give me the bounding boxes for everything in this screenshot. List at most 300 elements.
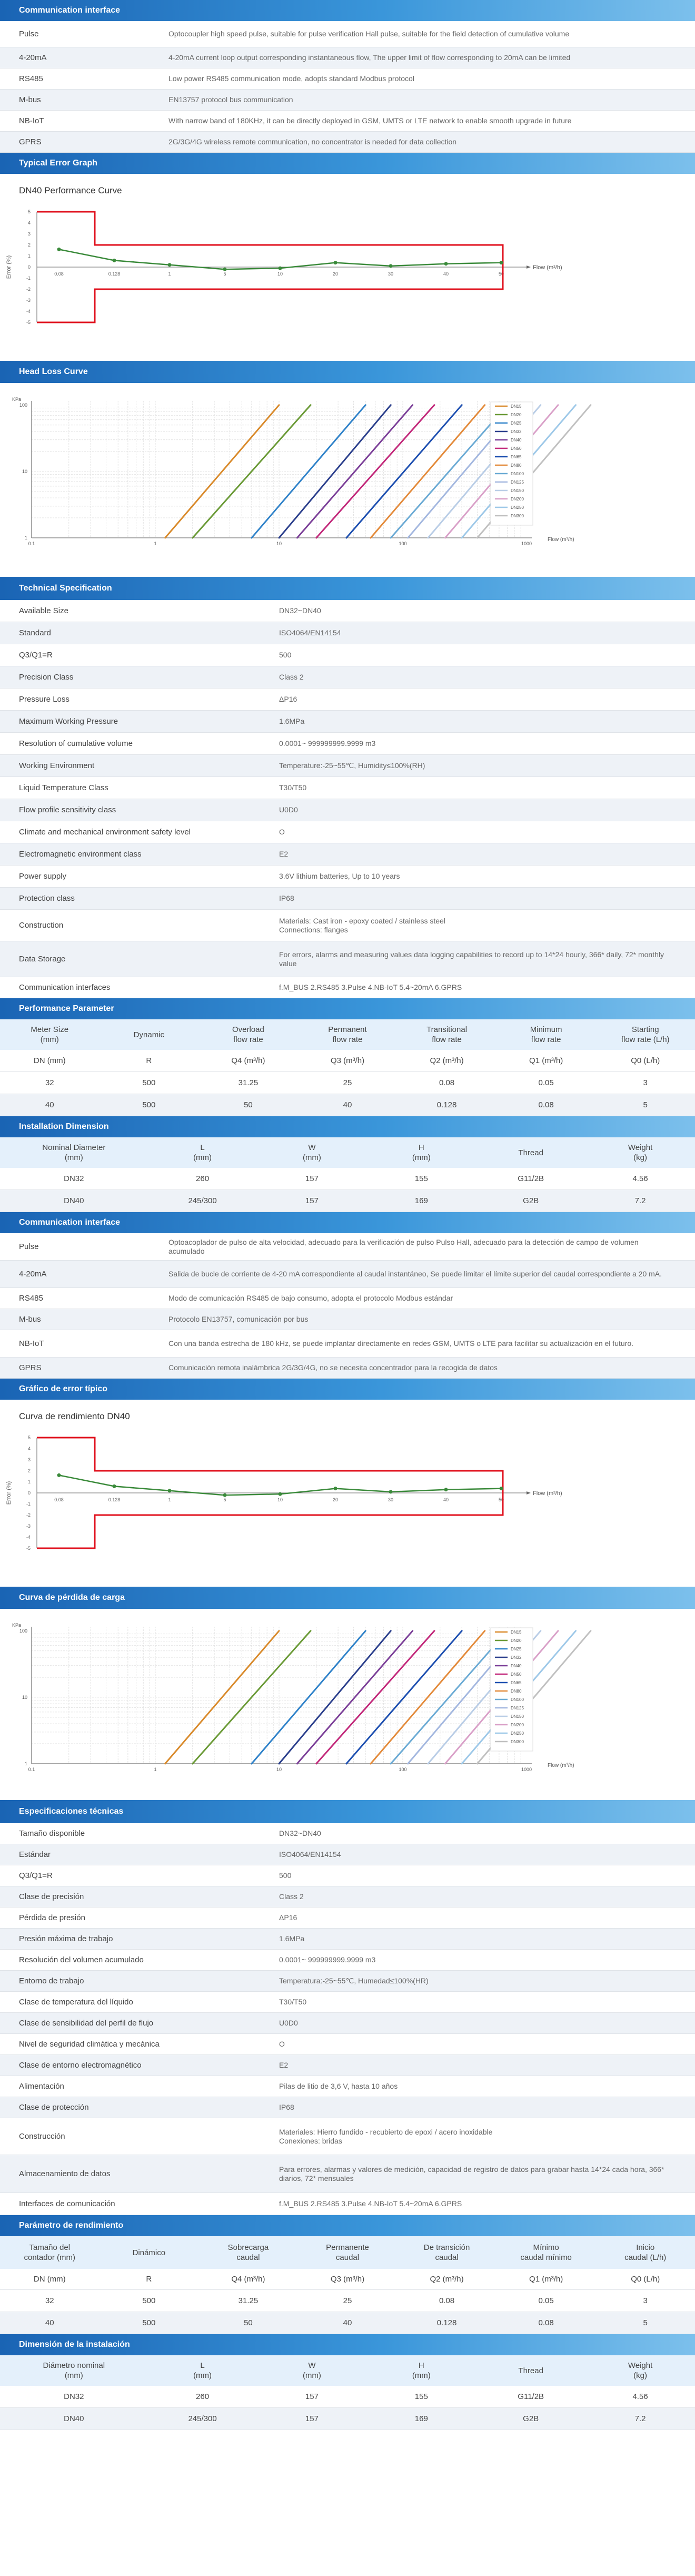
head-loss-section bbox=[0, 361, 695, 577]
perf-header-row bbox=[0, 1019, 695, 1050]
y-tick-label: 1 bbox=[27, 253, 31, 259]
spec-row bbox=[0, 777, 695, 799]
perf-column-header: Dynamic bbox=[133, 1030, 165, 1039]
perf-data-cell: 50 bbox=[244, 1100, 253, 1109]
perf-unit-cell: DN (mm) bbox=[33, 1056, 66, 1065]
spec-row bbox=[0, 977, 695, 998]
error-data-point bbox=[57, 248, 61, 251]
spec-row-label: Alimentación bbox=[19, 2082, 64, 2091]
spec-row-label: Resolution of cumulative volume bbox=[19, 739, 133, 748]
inst-data-row bbox=[0, 1190, 695, 1212]
perf-data-cell: 40 bbox=[343, 2318, 352, 2327]
spec-row-value: Materials: Cast iron - epoxy coated / stainless steel Connections: flanges bbox=[279, 916, 445, 934]
spec-row-label: Pressure Loss bbox=[19, 695, 70, 704]
x-tick-label: 1 bbox=[168, 271, 171, 277]
perf-unit-cell: Q2 (m³/h) bbox=[430, 1056, 464, 1065]
spec-row-value: Para errores, alarmas y valores de medición, capacidad de registro de datos para grabar hasta 14*24 cada hora, 366* diarios, 72* mensuales bbox=[279, 2165, 664, 2182]
legend-label: DN100 bbox=[511, 471, 524, 476]
comm-row-label: RS485 bbox=[19, 74, 43, 83]
spec-row-value: ISO4064/EN14154 bbox=[279, 1850, 341, 1859]
spec-row-label: Entorno de trabajo bbox=[19, 1977, 84, 1985]
spec-row-label: Climate and mechanical environment safety level bbox=[19, 828, 191, 837]
perf-data-cell: 32 bbox=[45, 1078, 54, 1087]
y-tick-label: 1 bbox=[27, 1479, 31, 1484]
inst-column-header: L (mm) bbox=[193, 1143, 212, 1162]
perf-data-row bbox=[0, 2290, 695, 2312]
perf-unit-cell: R bbox=[146, 2275, 152, 2284]
x-tick-label: 40 bbox=[443, 1497, 449, 1502]
perf-column-header: Mínimo caudal mínimo bbox=[520, 2243, 572, 2262]
x-tick-label: 0.08 bbox=[54, 271, 64, 277]
y-tick-label: -2 bbox=[26, 1512, 31, 1518]
y-tick-label: -5 bbox=[26, 320, 31, 325]
spec-row bbox=[0, 799, 695, 821]
error-data-point bbox=[168, 263, 172, 267]
comm-row bbox=[0, 1233, 695, 1261]
comm-row-label: Pulse bbox=[19, 1242, 39, 1251]
head-loss-section bbox=[0, 1587, 695, 1800]
legend-label: DN25 bbox=[511, 1647, 522, 1651]
x-tick-label: 10 bbox=[277, 1497, 283, 1502]
perf-data-cell: 0.128 bbox=[436, 1100, 457, 1109]
legend-label: DN32 bbox=[511, 1655, 522, 1660]
spec-row bbox=[0, 1886, 695, 1908]
spec-row-value: Temperatura:-25~55℃, Humedad≤100%(HR) bbox=[279, 1977, 429, 1985]
inst-data-cell: 157 bbox=[305, 1196, 319, 1205]
inst-column-header: Weight (kg) bbox=[628, 1143, 653, 1162]
spec-row-label: Q3/Q1=R bbox=[19, 1871, 53, 1880]
legend-label: DN300 bbox=[511, 514, 524, 518]
y-tick-label: 100 bbox=[19, 402, 27, 408]
performance-parameter-section bbox=[0, 2215, 695, 2334]
perf-header-row bbox=[0, 2236, 695, 2269]
y-tick-label: 3 bbox=[27, 1457, 31, 1462]
perf-data-cell: 50 bbox=[244, 2318, 253, 2327]
head-loss-chart bbox=[0, 390, 695, 574]
y-tick-label: -2 bbox=[26, 287, 31, 292]
spec-row bbox=[0, 644, 695, 666]
error-series-line bbox=[59, 1475, 501, 1495]
x-tick-label: 20 bbox=[332, 1497, 339, 1502]
error-graph-section bbox=[0, 1379, 695, 1587]
spec-row-label: Electromagnetic environment class bbox=[19, 850, 142, 859]
perf-unit-cell: Q0 (L/h) bbox=[631, 2275, 660, 2284]
spec-row bbox=[0, 941, 695, 977]
comm-row bbox=[0, 90, 695, 111]
perf-unit-cell: Q4 (m³/h) bbox=[231, 2275, 265, 2284]
inst-data-cell: 169 bbox=[414, 1196, 428, 1205]
x-tick-label: 20 bbox=[332, 271, 339, 277]
installation-dimension-section bbox=[0, 2334, 695, 2430]
error-data-point bbox=[500, 261, 503, 264]
installation-dimension-section bbox=[0, 1116, 695, 1212]
y-tick-label: -4 bbox=[26, 1535, 31, 1540]
section-header: Installation Dimension bbox=[0, 1116, 695, 1137]
spec-row bbox=[0, 1950, 695, 1971]
x-tick-label: 1000 bbox=[521, 541, 532, 546]
legend-label: DN150 bbox=[511, 1714, 524, 1719]
perf-data-cell: 0.08 bbox=[538, 2318, 554, 2327]
spec-row-value: 1.6MPa bbox=[279, 1934, 305, 1943]
spec-row-label: Estándar bbox=[19, 1850, 51, 1859]
legend-label: DN300 bbox=[511, 1739, 524, 1744]
comm-row-value: Optoacoplador de pulso de alta velocidad, adecuado para la verificación de pulso Pulso Hall, adecuado para la detección de campo de volumen acumulado bbox=[168, 1237, 639, 1255]
spec-row bbox=[0, 910, 695, 941]
comm-row bbox=[0, 68, 695, 90]
comm-row-label: 4-20mA bbox=[19, 1270, 47, 1279]
inst-data-cell: G2B bbox=[523, 1196, 539, 1205]
section-header: Typical Error Graph bbox=[0, 153, 695, 174]
y-tick-label: 10 bbox=[22, 468, 27, 474]
legend-label: DN200 bbox=[511, 1723, 524, 1727]
spec-row bbox=[0, 1929, 695, 1950]
perf-data-row bbox=[0, 1094, 695, 1116]
perf-data-cell: 5 bbox=[643, 2318, 648, 2327]
error-chart bbox=[0, 1427, 695, 1582]
spec-row bbox=[0, 666, 695, 689]
comm-row-label: RS485 bbox=[19, 1294, 43, 1303]
x-tick-label: 1 bbox=[168, 1497, 171, 1502]
inst-data-cell: 245/300 bbox=[188, 2414, 217, 2423]
inst-header-row bbox=[0, 2355, 695, 2386]
inst-data-cell: 157 bbox=[305, 2392, 319, 2401]
spec-row-label: Liquid Temperature Class bbox=[19, 783, 108, 792]
spec-row-label: Tamaño disponible bbox=[19, 1829, 85, 1838]
error-data-point bbox=[168, 1489, 172, 1492]
perf-data-cell: 3 bbox=[643, 2296, 648, 2305]
spec-row-value: Materiales: Hierro fundido - recubierto de epoxi / acero inoxidable Conexiones: bridas bbox=[279, 2127, 493, 2145]
spec-row-label: Clase de temperatura del líquido bbox=[19, 1998, 133, 2007]
spec-row-value: O bbox=[279, 828, 285, 836]
perf-column-header: Minimum flow rate bbox=[530, 1025, 562, 1044]
section-header: Dimensión de la instalación bbox=[0, 2334, 695, 2355]
perf-unit-cell: R bbox=[146, 1056, 152, 1065]
spec-row-label: Available Size bbox=[19, 606, 68, 615]
perf-column-header: De transición caudal bbox=[423, 2243, 470, 2262]
spec-row-value: ISO4064/EN14154 bbox=[279, 628, 341, 637]
spec-row-value: O bbox=[279, 2040, 285, 2048]
x-tick-label: 0.128 bbox=[108, 271, 121, 277]
spec-row-value: f.M_BUS 2.RS485 3.Pulse 4.NB-IoT 5.4~20mA 6.GPRS bbox=[279, 2199, 462, 2208]
y-tick-label: 100 bbox=[19, 1628, 27, 1634]
x-tick-label: 1 bbox=[154, 541, 157, 546]
spec-row-value: T30/T50 bbox=[279, 783, 307, 792]
perf-data-cell: 500 bbox=[142, 1100, 156, 1109]
inst-data-cell: 4.56 bbox=[632, 2392, 648, 2401]
perf-unit-row bbox=[0, 2269, 695, 2290]
head-loss-chart bbox=[0, 1616, 695, 1797]
inst-data-row bbox=[0, 1168, 695, 1190]
y-tick-label: 2 bbox=[27, 1468, 31, 1473]
inst-data-cell: DN40 bbox=[64, 2414, 84, 2423]
comm-row bbox=[0, 1309, 695, 1330]
error-data-point bbox=[389, 1490, 393, 1493]
error-chart bbox=[0, 201, 695, 357]
spec-row bbox=[0, 1844, 695, 1865]
y-tick-label: -4 bbox=[26, 309, 31, 314]
x-axis-label: Flow (m³/h) bbox=[533, 264, 562, 271]
perf-data-cell: 5 bbox=[643, 1100, 648, 1109]
communication-interface-section bbox=[0, 1212, 695, 1379]
spec-row-label: Working Environment bbox=[19, 761, 95, 770]
spec-row bbox=[0, 733, 695, 755]
spec-row-label: Presión máxima de trabajo bbox=[19, 1934, 113, 1943]
spec-row-value: U0D0 bbox=[279, 805, 298, 814]
legend-label: DN20 bbox=[511, 412, 522, 417]
error-data-point bbox=[113, 1484, 116, 1488]
spec-row-label: Flow profile sensitivity class bbox=[19, 805, 116, 814]
inst-data-cell: DN32 bbox=[64, 2392, 84, 2401]
error-series-line bbox=[59, 249, 501, 269]
x-axis-label: Flow (m³/h) bbox=[533, 1490, 562, 1497]
spec-row-value: U0D0 bbox=[279, 2019, 298, 2027]
perf-column-header: Inicio caudal (L/h) bbox=[624, 2243, 667, 2262]
figure-title: Curva de rendimiento DN40 bbox=[19, 1411, 130, 1421]
spec-row-label: Data Storage bbox=[19, 955, 66, 963]
spec-row bbox=[0, 2097, 695, 2118]
x-tick-label: 0.1 bbox=[28, 541, 35, 546]
y-axis-label: KPa bbox=[12, 397, 21, 402]
legend-label: DN40 bbox=[511, 1664, 522, 1668]
comm-row-value: Optocoupler high speed pulse, suitable for pulse verification Hall pulse, suitable for the field detection of cumulative volume bbox=[168, 30, 570, 38]
spec-row-value: Class 2 bbox=[279, 673, 304, 681]
legend-label: DN150 bbox=[511, 488, 524, 493]
perf-data-cell: 500 bbox=[142, 2296, 156, 2305]
inst-data-cell: 7.2 bbox=[634, 1196, 646, 1205]
spec-row bbox=[0, 1971, 695, 1992]
spec-row-value: DN32~DN40 bbox=[279, 606, 321, 615]
perf-data-cell: 0.08 bbox=[538, 1100, 554, 1109]
spec-row bbox=[0, 600, 695, 622]
perf-unit-cell: Q0 (L/h) bbox=[631, 1056, 660, 1065]
legend-label: DN65 bbox=[511, 455, 522, 459]
x-tick-label: 100 bbox=[399, 541, 407, 546]
comm-row-label: GPRS bbox=[19, 137, 42, 146]
section-header: Especificaciones técnicas bbox=[0, 1800, 695, 1823]
spec-row-label: Almacenamiento de datos bbox=[19, 2169, 111, 2178]
y-axis-label: KPa bbox=[12, 1623, 21, 1628]
inst-column-header: W (mm) bbox=[302, 1143, 321, 1162]
x-tick-label: 30 bbox=[388, 1497, 394, 1502]
perf-data-cell: 3 bbox=[643, 1078, 648, 1087]
comm-row-value: With narrow band of 180KHz, it can be directly deployed in GSM, UMTS or LTE network to enable smooth upgrade in future bbox=[168, 116, 572, 125]
error-data-point bbox=[500, 1487, 503, 1490]
comm-row-value: Protocolo EN13757, comunicación por bus bbox=[168, 1315, 309, 1323]
spec-row-value: f.M_BUS 2.RS485 3.Pulse 4.NB-IoT 5.4~20mA 6.GPRS bbox=[279, 983, 462, 991]
perf-data-cell: 31.25 bbox=[238, 2296, 259, 2305]
y-tick-label: 0 bbox=[27, 1490, 31, 1496]
x-tick-label: 5 bbox=[223, 1497, 226, 1502]
error-data-point bbox=[279, 267, 282, 270]
comm-row-label: M-bus bbox=[19, 1315, 41, 1324]
comm-row-label: 4-20mA bbox=[19, 53, 47, 62]
y-tick-label: 5 bbox=[27, 209, 31, 214]
perf-unit-cell: Q3 (m³/h) bbox=[330, 1056, 365, 1065]
spec-row bbox=[0, 2118, 695, 2155]
y-tick-label: 1 bbox=[24, 535, 27, 540]
spec-row bbox=[0, 888, 695, 910]
spec-row-label: Pérdida de presión bbox=[19, 1913, 85, 1922]
spec-row-label: Clase de protección bbox=[19, 2103, 89, 2112]
perf-data-cell: 0.128 bbox=[436, 2318, 457, 2327]
comm-row-value: EN13757 protocol bus communication bbox=[168, 95, 293, 104]
error-data-point bbox=[444, 1488, 448, 1491]
inst-data-row bbox=[0, 2386, 695, 2408]
spec-row bbox=[0, 711, 695, 733]
inst-column-header: Thread bbox=[518, 2366, 543, 2375]
section-header: Technical Specification bbox=[0, 577, 695, 600]
inst-data-cell: 157 bbox=[305, 2414, 319, 2423]
error-data-point bbox=[389, 264, 393, 268]
comm-row-label: GPRS bbox=[19, 1363, 42, 1372]
inst-data-cell: 7.2 bbox=[634, 2414, 646, 2423]
x-tick-label: 1 bbox=[154, 1767, 157, 1772]
x-axis-label: Flow (m³/h) bbox=[548, 1763, 574, 1768]
inst-data-cell: 4.56 bbox=[632, 1174, 648, 1183]
perf-unit-row bbox=[0, 1050, 695, 1072]
perf-data-cell: 25 bbox=[343, 2296, 352, 2305]
perf-unit-cell: Q4 (m³/h) bbox=[231, 1056, 265, 1065]
error-data-point bbox=[223, 1493, 227, 1497]
spec-row-value: 3.6V lithium batteries, Up to 10 years bbox=[279, 872, 400, 880]
spec-row bbox=[0, 2155, 695, 2193]
spec-row-label: Maximum Working Pressure bbox=[19, 717, 118, 726]
legend-label: DN250 bbox=[511, 1731, 524, 1736]
perf-column-header: Starting flow rate (L/h) bbox=[621, 1025, 670, 1044]
y-tick-label: 5 bbox=[27, 1435, 31, 1440]
y-tick-label: 0 bbox=[27, 264, 31, 270]
spec-row bbox=[0, 2034, 695, 2055]
inst-column-header: Weight (kg) bbox=[628, 2361, 653, 2380]
y-axis-label: Error (%) bbox=[6, 255, 12, 279]
y-tick-label: 10 bbox=[22, 1694, 27, 1700]
x-tick-label: 10 bbox=[277, 271, 283, 277]
perf-column-header: Overload flow rate bbox=[232, 1025, 264, 1044]
x-axis-arrow bbox=[527, 1491, 531, 1495]
perf-column-header: Permanente caudal bbox=[326, 2243, 369, 2262]
legend-label: DN125 bbox=[511, 1706, 524, 1710]
perf-data-cell: 500 bbox=[142, 1078, 156, 1087]
perf-data-cell: 0.08 bbox=[439, 1078, 455, 1087]
spec-row-value: ΔP16 bbox=[279, 695, 297, 703]
legend-label: DN20 bbox=[511, 1638, 522, 1643]
spec-row-value: 1.6MPa bbox=[279, 717, 305, 725]
figure-title: DN40 Performance Curve bbox=[19, 185, 122, 195]
comm-row-label: NB-IoT bbox=[19, 1339, 44, 1348]
x-tick-label: 5 bbox=[223, 271, 226, 277]
inst-data-cell: DN32 bbox=[64, 1174, 84, 1183]
y-tick-label: -1 bbox=[26, 1501, 31, 1507]
spec-row-label: Interfaces de comunicación bbox=[19, 2199, 115, 2208]
inst-data-cell: G2B bbox=[523, 2414, 539, 2423]
section-header: Curva de pérdida de carga bbox=[0, 1587, 695, 1609]
comm-row bbox=[0, 21, 695, 47]
error-data-point bbox=[444, 262, 448, 266]
legend-label: DN50 bbox=[511, 446, 522, 451]
spec-row bbox=[0, 821, 695, 843]
spec-row-value: DN32~DN40 bbox=[279, 1829, 321, 1837]
y-tick-label: 4 bbox=[27, 1446, 31, 1451]
comm-row bbox=[0, 111, 695, 132]
comm-row-label: NB-IoT bbox=[19, 116, 44, 125]
x-tick-label: 0.128 bbox=[108, 1497, 121, 1502]
spec-row-value: 500 bbox=[279, 1871, 292, 1880]
x-tick-label: 50 bbox=[498, 1497, 504, 1502]
legend-label: DN25 bbox=[511, 421, 522, 426]
performance-parameter-section bbox=[0, 998, 695, 1116]
comm-row bbox=[0, 1330, 695, 1358]
inst-data-cell: 245/300 bbox=[188, 1196, 217, 1205]
section-header: Communication interface bbox=[0, 0, 695, 21]
inst-data-row bbox=[0, 2408, 695, 2430]
perf-column-header: Sobrecarga caudal bbox=[227, 2243, 269, 2262]
comm-row bbox=[0, 1288, 695, 1309]
spec-row bbox=[0, 1865, 695, 1886]
spec-row-value: Temperature:-25~55℃, Humidity≤100%(RH) bbox=[279, 761, 425, 770]
perf-unit-cell: DN (mm) bbox=[33, 2275, 66, 2284]
spec-row bbox=[0, 843, 695, 866]
comm-row-value: Con una banda estrecha de 180 kHz, se puede implantar directamente en redes GSM, UMTS o LTE para facilitar su actualización en el futuro. bbox=[168, 1339, 633, 1348]
error-data-point bbox=[113, 259, 116, 262]
perf-unit-cell: Q3 (m³/h) bbox=[330, 2275, 365, 2284]
legend-label: DN15 bbox=[511, 1630, 522, 1635]
perf-column-header: Dinámico bbox=[132, 2248, 166, 2257]
x-axis-label: Flow (m³/h) bbox=[548, 537, 574, 543]
y-tick-label: -3 bbox=[26, 1523, 31, 1529]
spec-row-value: ΔP16 bbox=[279, 1913, 297, 1922]
spec-row-value: 0.0001~ 999999999.9999 m3 bbox=[279, 739, 376, 748]
y-tick-label: -3 bbox=[26, 298, 31, 303]
perf-data-cell: 32 bbox=[45, 2296, 54, 2305]
x-tick-label: 30 bbox=[388, 271, 394, 277]
inst-data-cell: 155 bbox=[414, 1174, 428, 1183]
spec-row bbox=[0, 689, 695, 711]
error-data-point bbox=[57, 1473, 61, 1477]
spec-row-value: 500 bbox=[279, 651, 292, 659]
technical-spec-section bbox=[0, 1800, 695, 2215]
x-axis-arrow bbox=[527, 266, 531, 269]
section-header: Communication interface bbox=[0, 1212, 695, 1233]
legend-label: DN40 bbox=[511, 438, 522, 443]
legend-label: DN80 bbox=[511, 463, 522, 468]
section-header: Performance Parameter bbox=[0, 998, 695, 1019]
error-data-point bbox=[334, 1487, 337, 1490]
legend-label: DN80 bbox=[511, 1689, 522, 1694]
spec-row bbox=[0, 2013, 695, 2034]
spec-row-value: 0.0001~ 999999999.9999 m3 bbox=[279, 1955, 376, 1964]
error-data-point bbox=[334, 261, 337, 264]
spec-row-label: Power supply bbox=[19, 872, 67, 881]
spec-row-label: Standard bbox=[19, 628, 51, 637]
perf-unit-cell: Q1 (m³/h) bbox=[529, 2275, 563, 2284]
perf-unit-cell: Q2 (m³/h) bbox=[430, 2275, 464, 2284]
perf-data-row bbox=[0, 2312, 695, 2334]
inst-data-cell: DN40 bbox=[64, 1196, 84, 1205]
inst-data-cell: G11/2B bbox=[518, 1174, 544, 1183]
inst-column-header: Thread bbox=[518, 1148, 543, 1157]
spec-row-label: Construction bbox=[19, 921, 64, 930]
spec-row-label: Precision Class bbox=[19, 673, 74, 682]
perf-data-cell: 0.08 bbox=[439, 2296, 455, 2305]
comm-row bbox=[0, 1358, 695, 1379]
communication-interface-section bbox=[0, 0, 695, 153]
inst-data-cell: 169 bbox=[414, 2414, 428, 2423]
section-header: Head Loss Curve bbox=[0, 361, 695, 383]
spec-row bbox=[0, 2193, 695, 2215]
y-tick-label: -1 bbox=[26, 276, 31, 281]
comm-row bbox=[0, 132, 695, 153]
spec-row-label: Clase de sensibilidad del perfil de flujo bbox=[19, 2019, 154, 2028]
